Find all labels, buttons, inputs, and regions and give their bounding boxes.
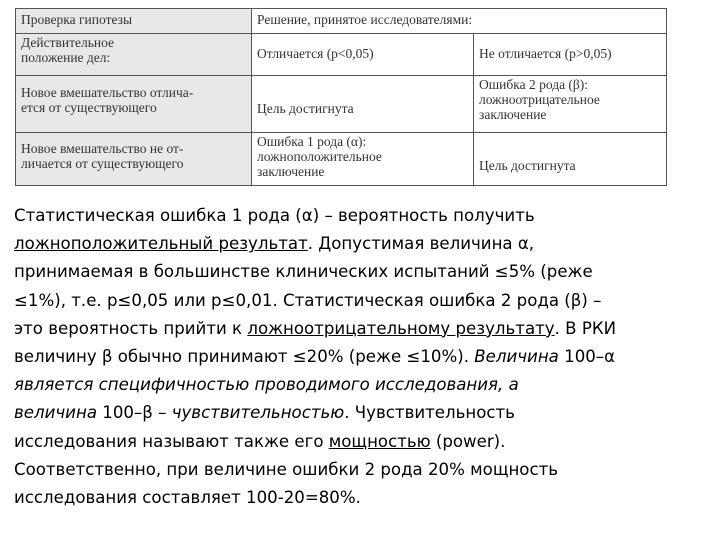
- row2-label: [15, 75, 251, 132]
- row1-label-line1: Действительное: [21, 35, 114, 50]
- row3-mid-line2: ложноположительное: [257, 149, 382, 164]
- table-border-right: [666, 8, 667, 186]
- row1-right: Не отличается (p>0,05): [473, 33, 667, 75]
- row3-mid: [251, 132, 473, 186]
- false-negative-link[interactable]: ложноотрицательному результату: [247, 318, 555, 338]
- table-divider-row2: [15, 132, 667, 133]
- row2-mid: Цель достигнута: [251, 75, 473, 132]
- table-border-top: [15, 8, 667, 9]
- row2-right: [473, 75, 667, 132]
- text-line-6: величину β обычно принимают ≤20% (реже ≤10%). Величина 100–α: [14, 347, 616, 367]
- text-line-11: исследования составляет 100-20=80%.: [14, 488, 361, 508]
- row2-right-line1: Ошибка 2 рода (β):: [479, 77, 589, 92]
- text-line-9: исследования называют также его мощностью (power).: [14, 431, 506, 451]
- text-line-2: ложноположительный результат. Допустимая величина α,: [14, 234, 535, 254]
- table-divider-col1: [251, 8, 252, 186]
- text-line-5: это вероятность прийти к ложноотрицательному результату. В РКИ: [14, 318, 617, 338]
- row2-right-line3: заключение: [479, 107, 547, 122]
- table-divider-header: [15, 33, 667, 34]
- row2-right-line2: ложноотрицательное: [479, 92, 600, 107]
- row3-mid-line1: Ошибка 1 рода (α):: [257, 134, 367, 149]
- table-divider-row1: [15, 75, 667, 76]
- row3-label-line2: личается от существующего: [21, 156, 184, 171]
- text-line-7: является специфичностью проводимого исследования, а: [14, 375, 519, 395]
- text-line-10: Соответственно, при величине ошибки 2 рода 20% мощность: [14, 459, 559, 479]
- row1-label: [15, 33, 251, 75]
- power-link[interactable]: мощностью: [328, 431, 431, 451]
- hypothesis-table: [15, 8, 667, 186]
- text-line-4: ≤1%), т.е. p≤0,05 или p≤0,01. Статистическая ошибка 2 рода (β) –: [14, 290, 602, 310]
- header-cell-decision: Решение, принятое исследователями:: [251, 8, 667, 33]
- row2-label-line2: ется от существующего: [21, 100, 157, 115]
- row3-right: Цель достигнута: [473, 132, 667, 186]
- header-cell-hypothesis: Проверка гипотезы: [15, 8, 251, 33]
- row3-label: [15, 132, 251, 186]
- row3-label-line1: Новое вмешательство не от-: [21, 141, 184, 156]
- table-border-left: [15, 8, 16, 186]
- table-divider-col2: [473, 33, 474, 186]
- text-line-1: Статистическая ошибка 1 рода (α) – вероятность получить: [14, 206, 535, 225]
- text-line-3: принимаемая в большинстве клинических испытаний ≤5% (реже: [14, 262, 593, 282]
- table-border-bottom: [15, 185, 667, 186]
- explanation-text: [14, 202, 714, 512]
- row2-label-line1: Новое вмешательство отлича-: [21, 85, 194, 100]
- row1-label-line2: положение дел:: [21, 50, 111, 65]
- row1-mid: Отличается (p<0,05): [251, 33, 473, 75]
- text-line-8: величина 100–β – чувствительностью. Чувствительность: [14, 403, 515, 423]
- false-positive-link[interactable]: ложноположительный результат: [14, 234, 308, 254]
- row3-mid-line3: заключение: [257, 164, 325, 179]
